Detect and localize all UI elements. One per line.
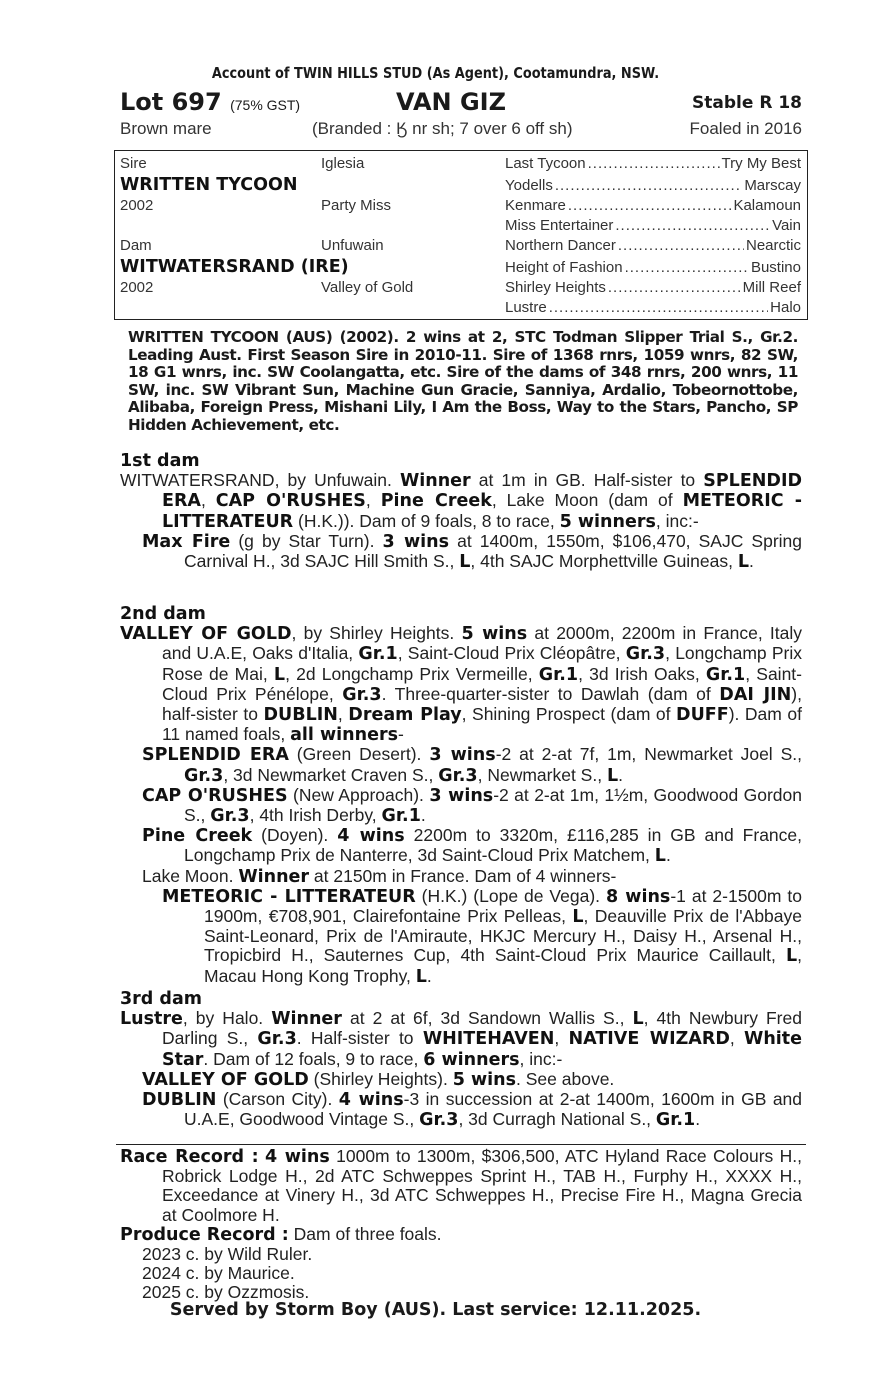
sire-year: 2002 (120, 197, 154, 214)
progeny-cap-orushes: CAP O'RUSHES (New Approach). 3 wins-2 at 2-at 1m, 1½m, Goodwood Gordon S., Gr.3, 4th Irish Derby, Gr.1. (142, 784, 802, 827)
pedigree-ancestor: Yodells (505, 177, 553, 194)
records-section (120, 1147, 802, 1303)
produce-record-label: Produce Record : (120, 1224, 289, 1245)
progeny-meteoric: METEORIC - LITTERATEUR (H.K.) (Lope de Vega). 8 wins-1 at 2-1500m to 1900m, €708,901, Clairefontaine Prix Pelleas, L, Deauville Prix de l'Abbaye Saint-Leonard, Prix de l'Amiraute, HKJC Mercury H., Daisy H., Arsenal H., Tropicbird H., Sauternes Cup, 4th Saint-Cloud Prix Maurice Caillault, L, Macau Hong Kong Trophy, L. (162, 885, 803, 987)
third-dam-paragraph: Lustre, by Halo. Winner at 2 at 6f, 3d Sandown Wallis S., L, 4th Newbury Fred Darling S., Gr.3. Half-sister to WHITEHAVEN, NATIVE WIZARD, White Star. Dam of 12 foals, 9 to race, 6 winners, inc:- (120, 1008, 803, 1070)
second-dam-paragraph: VALLEY OF GOLD, by Shirley Heights. 5 wins at 2000m, 2200m in France, Italy and U.A.E, Oaks d'Italia, Gr.1, Saint-Cloud Prix Cléopâtre, Gr.3, Longchamp Prix Rose de Mai, L, 2d Longchamp Prix Vermeille, Gr.1, 3d Irish Oaks, Gr.1, Saint-Cloud Prix Pénélope, Gr.3. Three-quarter-sister to Dawlah (dam of DAI JIN), half-sister to DUBLIN, Dream Play, Shining Prospect (dam of DUFF). Dam of 11 named foals, all winners- (120, 623, 803, 746)
stable-number: Stable R 18 (692, 93, 802, 113)
section-divider (116, 1144, 806, 1145)
lot-number (120, 88, 300, 116)
vendor-account: Account of TWIN HILLS STUD (As Agent), Cootamundra, NSW. (211, 64, 660, 82)
pedigree-ancestor: Shirley Heights (505, 279, 606, 296)
progeny-dublin: DUBLIN (Carson City). 4 wins-3 in succession at 2-at 1400m, 1600m in GB and U.A.E, Goodwood Vintage S., Gr.3, 3d Curragh National S., Gr.1. (142, 1089, 803, 1131)
sire-summary: WRITTEN TYCOON (AUS) (2002). 2 wins at 2, STC Todman Slipper Trial S., Gr.2. Leading Aust. First Season Sire in 2010-11. Sire of 1368 rnrs, 1059 wnrs, 82 SW, 18 G1 wnrs, inc. SW Coolangatta, etc. Sire of the dams of 348 rnrs, 200 wnrs, 11 SW, inc. SW Vibrant Sun, Machine Gun Gracie, Sanniya, Ardalio, Tobeornottobe, Alibaba, Foreign Press, Mishani Lily, I Am the Boss, Way to the Stars, Pancho, SP Hidden Achievement, etc. (128, 328, 798, 434)
progeny-valley-of-gold: VALLEY OF GOLD (Shirley Heights). 5 wins. See above. (142, 1068, 615, 1090)
lot-header (120, 88, 802, 116)
sire-name: WRITTEN TYCOON (120, 175, 298, 195)
pedigree-ancestor: Lustre (505, 299, 547, 316)
pedigree-ancestor-sire: Kalamoun (733, 197, 801, 214)
service-note: Served by Storm Boy (AUS). Last service: 12.11.2025. (169, 1300, 702, 1320)
pedigree-ancestor: Height of Fashion (505, 259, 623, 276)
pedigree-grandsire-paternal: Iglesia (321, 155, 365, 172)
pedigree-row (505, 217, 801, 234)
produce-item: 2025 c. by Ozzmosis. (142, 1282, 310, 1303)
third-dam-heading: 3rd dam (120, 989, 202, 1009)
third-dam-section (120, 990, 802, 1130)
pedigree-ancestor-sire: Mill Reef (742, 279, 801, 296)
foaled-year: Foaled in 2016 (689, 119, 802, 138)
gst-note: (75% GST) (230, 97, 301, 113)
dam-name: WITWATERSRAND (IRE) (120, 257, 349, 277)
pedigree-row (505, 197, 801, 214)
progeny-max-fire: Max Fire (g by Star Turn). 3 wins at 1400m, 1550m, $106,470, SAJC Spring Carnival H., 3d SAJC Hill Smith S., L, 4th SAJC Morphettville Guineas, L. (142, 530, 803, 573)
brand-note: (Branded : Ӄ nr sh; 7 over 6 off sh) (312, 119, 573, 138)
pedigree-row (505, 279, 801, 296)
first-dam-paragraph: WITWATERSRAND, by Unfuwain. Winner at 1m in GB. Half-sister to SPLENDID ERA, CAP O'RUSHES, Pine Creek, Lake Moon (dam of METEORIC - LITTERATEUR (H.K.)). Dam of 9 foals, 8 to race, 5 winners, inc:- (120, 470, 802, 532)
sire-label: Sire (120, 155, 147, 172)
dam-year: 2002 (120, 279, 154, 296)
pedigree-ancestor-sire: Marscay (744, 177, 801, 194)
pedigree-grandsire-maternal: Unfuwain (321, 237, 384, 254)
pedigree-row (505, 237, 801, 254)
race-record: Race Record : 4 wins 1000m to 1300m, $306,500, ATC Hyland Race Colours H., Robrick Lodge H., 2d ATC Schweppes Sprint H., TAB H., Furphy H., XXXX H., Exceedance at Vinery H., 3d ATC Schweppes H., Precise Fire H., Magna Grecia at Coolmore H. (120, 1146, 803, 1225)
pedigree-ancestor-sire: Bustino (750, 259, 801, 276)
pedigree-row (505, 299, 801, 316)
second-dam-section (120, 605, 802, 987)
first-dam-section (120, 452, 802, 572)
lot-label: Lot 697 (120, 88, 222, 116)
pedigree-ancestor-sire: Halo (770, 299, 801, 316)
pedigree-ancestor-sire: Vain (772, 217, 801, 234)
pedigree-ancestor-sire: Nearctic (745, 237, 801, 254)
produce-item: 2023 c. by Wild Ruler. (142, 1244, 313, 1265)
progeny-splendid-era: SPLENDID ERA (Green Desert). 3 wins-2 at 2-at 7f, 1m, Newmarket Joel S., Gr.3, 3d Newmarket Craven S., Gr.3, Newmarket S., L. (142, 744, 803, 786)
pedigree-granddam-paternal: Party Miss (321, 197, 392, 214)
pedigree-row (505, 155, 801, 172)
pedigree-ancestor: Northern Dancer (505, 237, 616, 254)
pedigree-row (505, 259, 801, 276)
second-dam-heading: 2nd dam (120, 604, 206, 624)
pedigree-row (505, 177, 801, 194)
pedigree-table (114, 150, 808, 320)
pedigree-granddam-maternal: Valley of Gold (321, 279, 414, 296)
pedigree-ancestor: Miss Entertainer (505, 217, 614, 234)
sex-colour: Brown mare (120, 119, 212, 138)
race-record-label: Race Record : (120, 1147, 259, 1167)
pedigree-ancestor: Kenmare (505, 197, 566, 214)
pedigree-ancestor-sire: Try My Best (721, 155, 801, 172)
dam-label: Dam (120, 237, 152, 254)
produce-summary: Dam of three foals. (293, 1223, 442, 1244)
produce-item: 2024 c. by Maurice. (142, 1263, 295, 1284)
horse-name: VAN GIZ (396, 88, 506, 116)
pedigree-ancestor: Last Tycoon (505, 155, 586, 172)
progeny-pine-creek: Pine Creek (Doyen). 4 wins 2200m to 3320m, £116,285 in GB and France, Longchamp Prix de Nanterre, 3d Saint-Cloud Prix Matchem, L. (142, 825, 803, 867)
first-dam-heading: 1st dam (120, 451, 200, 471)
progeny-lake-moon: Lake Moon. Winner at 2150m in France. Dam of 4 winners- (142, 865, 617, 887)
produce-record (120, 1225, 802, 1245)
